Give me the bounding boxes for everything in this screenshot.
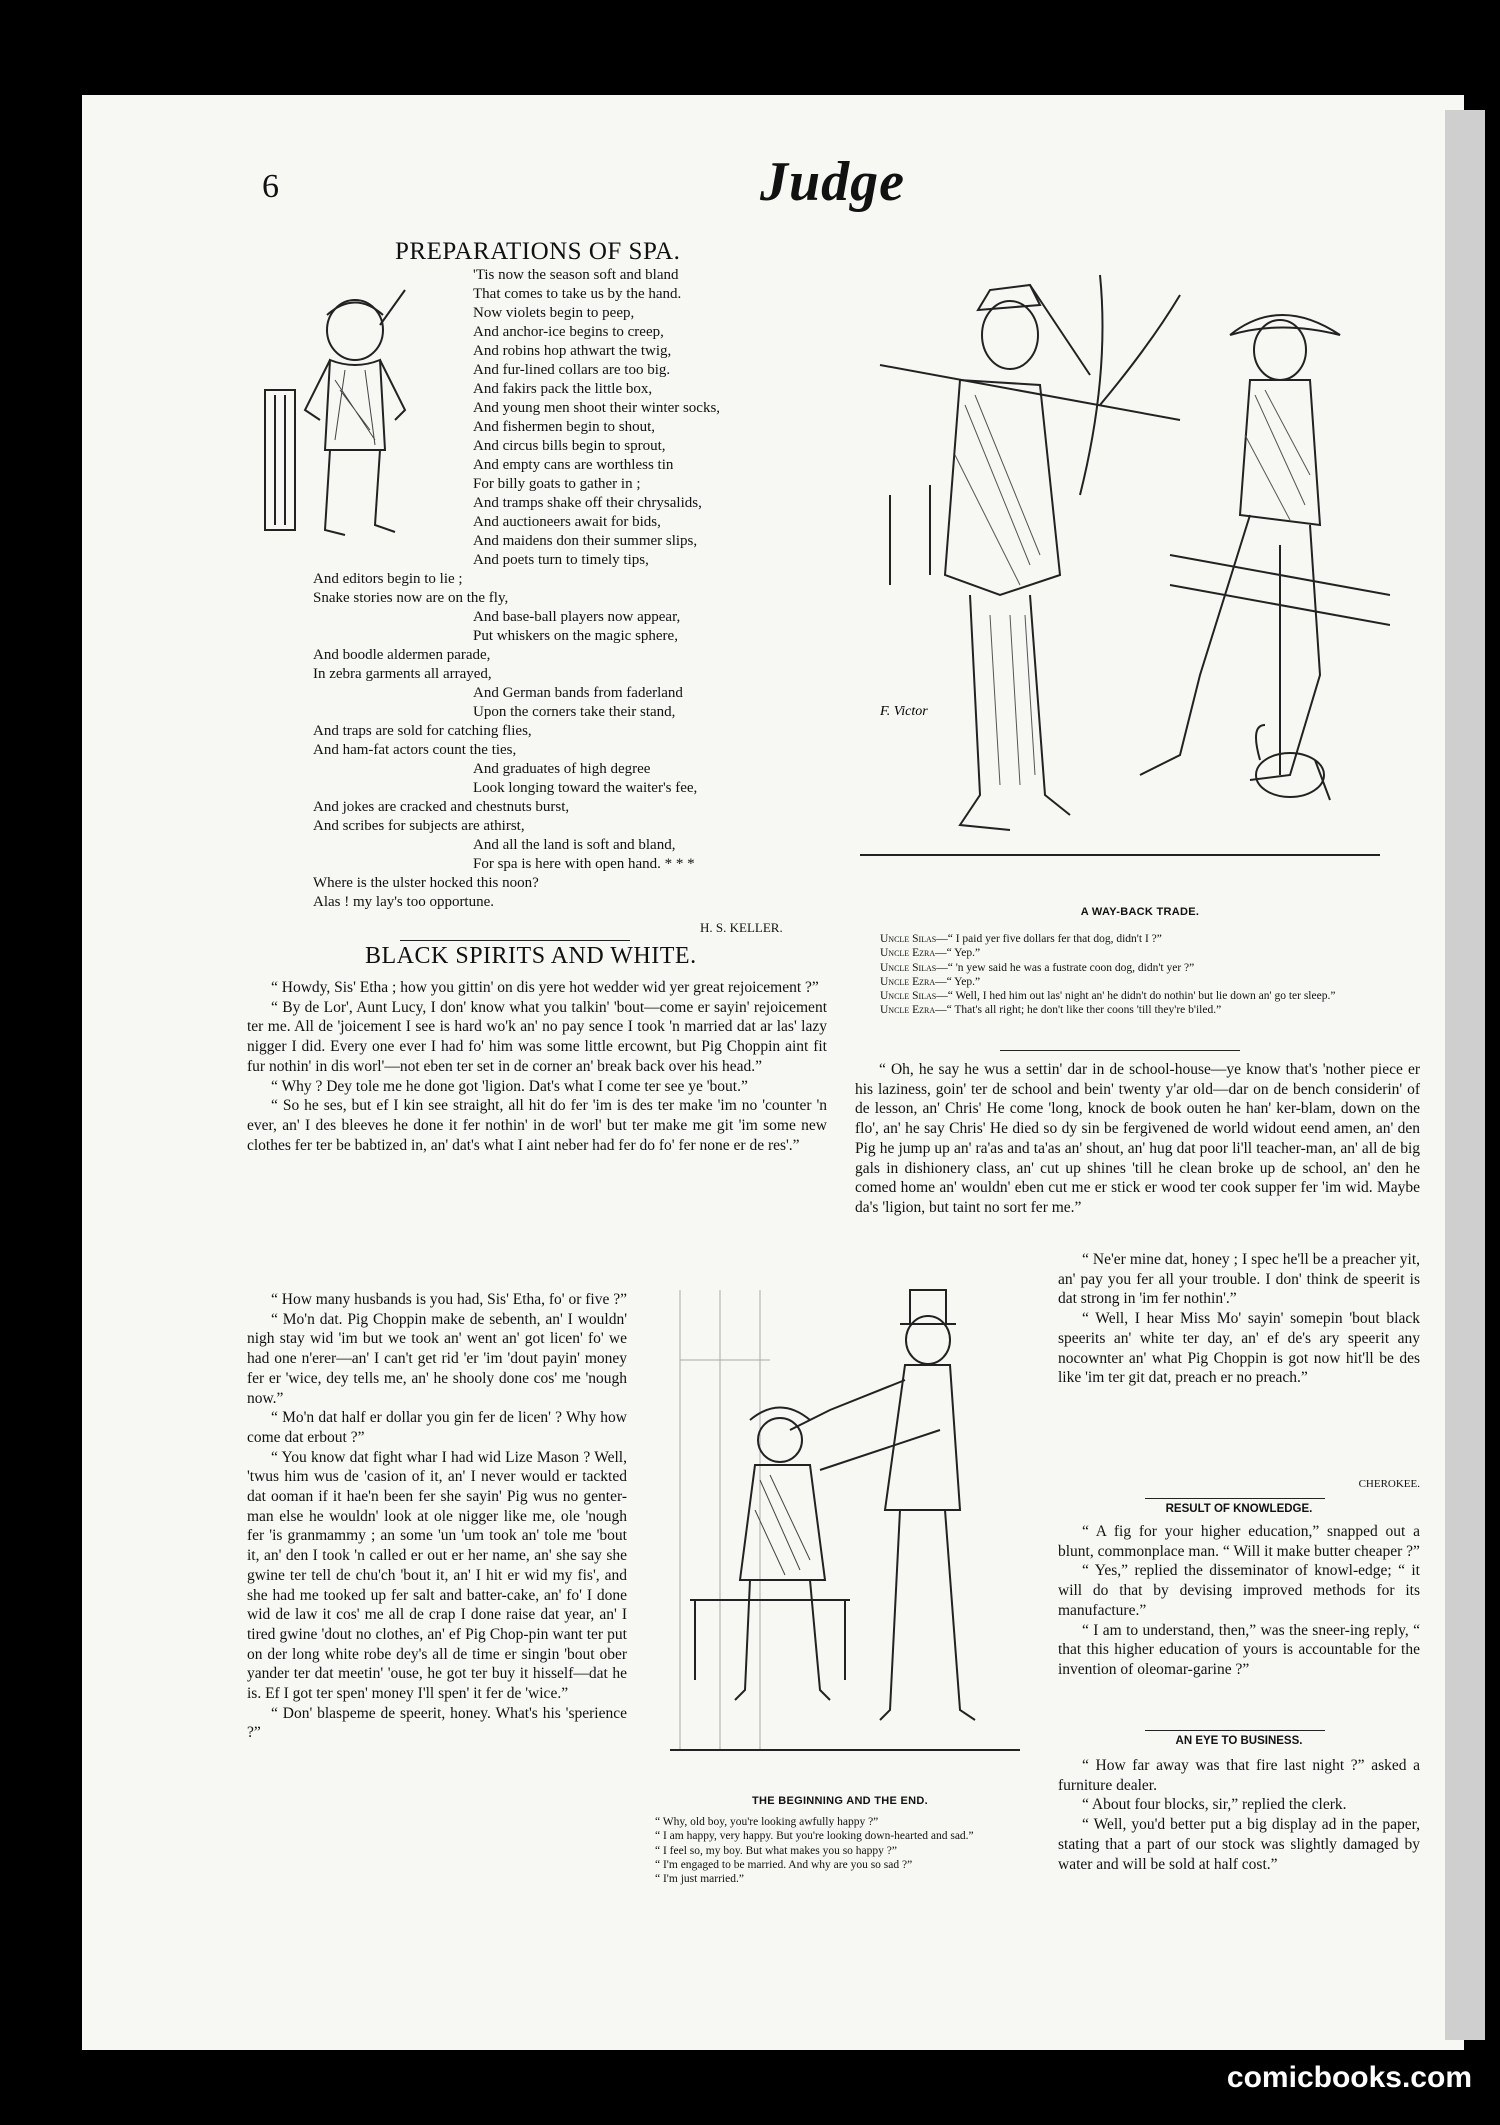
dialog-line: “ I feel so, my boy. But what makes you so happy ?”	[655, 1844, 897, 1857]
magazine-logo: Judge	[760, 151, 905, 213]
poem-line: Now violets begin to peep,	[473, 305, 635, 321]
tramp-illustration	[245, 270, 455, 560]
speaker: Uncle Ezra	[880, 1004, 936, 1017]
page-gutter	[1445, 110, 1485, 2040]
story-paragraph: “ Howdy, Sis' Etha ; how you gittin' on dis yere hot wedder wid yer great rejoicement ?”	[271, 979, 819, 996]
poem-line: And scribes for subjects are athirst,	[313, 818, 525, 834]
section-title: AN EYE TO BUSINESS.	[1175, 1735, 1303, 1747]
divider	[1145, 1498, 1325, 1499]
poem-line: And young men shoot their winter socks,	[473, 400, 721, 416]
poem-line: And boodle aldermen parade,	[313, 647, 491, 663]
way-back-trade-illustration	[850, 255, 1390, 895]
poem-line: Upon the corners take their stand,	[473, 704, 676, 720]
poem-line: Put whiskers on the magic sphere,	[473, 628, 678, 644]
dialog-line: Uncle Ezra—“ Yep.”	[880, 975, 981, 988]
story-paragraph: “ How many husbands is you had, Sis' Etha, fo' or five ?”	[271, 1291, 627, 1308]
poem-line: And tramps shake off their chrysalids,	[473, 495, 702, 511]
article-paragraph: “ How far away was that fire last night ?” asked a furniture dealer.	[1058, 1757, 1420, 1794]
divider	[1000, 1050, 1240, 1051]
speaker: Uncle Silas	[880, 933, 937, 945]
poem-line: In zebra garments all arrayed,	[313, 666, 492, 682]
dialog-line: Uncle Silas—“ 'n yew said he was a fustrate coon dog, didn't yer ?”	[880, 961, 1195, 974]
dialog-line: Uncle Ezra—“ Yep.”	[880, 947, 981, 960]
dialog-line: Uncle Silas—“ Well, I hed him out las' night an' he didn't do nothin' but lie down an' go ter sleep.”	[880, 990, 1336, 1003]
dialog-line: “ Why, old boy, you're looking awfully happy ?”	[655, 1816, 879, 1828]
story-paragraph: “ Oh, he say he wus a settin' dar in de school-house—ye know that's 'nother piece er his laziness, goin' ter de school and bein' twenty y'ar old—dar on de bench considerin' of de lesson, an' Chris' He come 'long, knock de book outen he han' ker-blam, down on the flo', an' he say Chris' He died so dy sin be fergivened de world widout eend amen, an' den Pig he jump up an' ra'as and ta'as an' shout, an' hug dat poor li'll teacher-man, an' all de big gals in dishionery class, an' cut up shines 'till he clean broke up de school, an' den he comed home an' wouldn' eben cut me er stick er wood ter cook supper fer 'im wid. Maybe da's 'ligion, but taint no sort fer me.”	[855, 1061, 1420, 1216]
poem-line: And circus bills begin to sprout,	[473, 438, 666, 454]
poem-line: And poets turn to timely tips,	[473, 552, 649, 568]
poem-line: For spa is here with open hand. * * *	[473, 856, 695, 872]
poem-author: H. S. KELLER.	[700, 920, 783, 935]
poem-line: And fakirs pack the little box,	[473, 381, 653, 397]
poem-line: And fur-lined collars are too big.	[473, 362, 671, 378]
cartoon-caption: THE BEGINNING AND THE END.	[751, 1795, 929, 1807]
business-body	[1058, 1756, 1420, 1874]
knowledge-body	[1058, 1522, 1420, 1680]
story-column-2-narrow	[1058, 1250, 1420, 1388]
cartoon-dialog	[655, 1815, 1055, 1886]
story-paragraph: “ Ne'er mine dat, honey ; I spec he'll be a preacher yit, an' pay you fer all your trouble. I don' think de speerit is dat strong in 'im fer nothin'.”	[1058, 1251, 1420, 1308]
poem-body	[313, 266, 823, 912]
story-paragraph: “ Mo'n dat half er dollar you gin fer de licen' ? Why how come dat erbout ?”	[247, 1409, 627, 1446]
poem-title: PREPARATIONS OF SPA.	[395, 238, 681, 265]
article-paragraph: “ Yes,” replied the disseminator of knowl-edge; “ it will do that by devising improved methods for its manufacture.”	[1058, 1562, 1420, 1619]
poem-line: And maidens don their summer slips,	[473, 533, 698, 549]
story-paragraph: “ Why ? Dey tole me he done got 'ligion. Dat's what I come ter see ye 'bout.”	[271, 1077, 748, 1095]
poem-line: And traps are sold for catching flies,	[313, 723, 532, 739]
speaker: Uncle Silas	[880, 961, 937, 974]
story-paragraph: “ By de Lor', Aunt Lucy, I don' know what you talkin' 'bout—come er sayin' rejoicement ter me. All de 'joicement I see is hard wo'k an' no pay sence I took 'n married dat ar las' lazy nigger I did. Every one ever I had fo' him was some little ercownt, but Pig Choppin aint fit fur nothin' in dis worl'—not eben ter set in de corner an' break back over his head.”	[247, 998, 827, 1075]
story-paragraph: “ You know dat fight whar I had wid Lize Mason ? Well, 'twus him wus de 'casion of it, an' I never would er tackted dat ooman if it hae'n been fer she sayin' Pig wus no genter-man else he wouldn' look at ole nigger like me, ole 'nough fer 'is granmammy ; an some 'un 'um took an' tole me 'bout it, an' den I took 'n called er out er her name, an' she say she gwine ter tell de chu'ch 'bout it, an' I hit er wid my fis', and she had me tooked up fer salt and batter-cake, an' fo' I done wid de law it cos' me all de crap I done raise dat year, an' I tired gwine 'dout no clothes, an' ef Pig Chop-pin want ter put on der long white robe dey's all de time er singin 'bout ober yander ter dat meetin' 'ouse, he got ter buy it hisself—dat he is. Ef I got ter spen' money I'll spen' it fer de 'wice.”	[247, 1448, 627, 1703]
poem-line: Look longing toward the waiter's fee,	[473, 780, 698, 796]
poem-line: And German bands from faderland	[473, 685, 683, 701]
dialog-line: “ I am happy, very happy. But you're looking down-hearted and sad.”	[655, 1830, 974, 1843]
article-paragraph: “ Well, you'd better put a big display ad in the paper, stating that a part of our stock was slightly damaged by water and will be sold at half cost.”	[1058, 1816, 1420, 1873]
divider	[400, 940, 630, 941]
cartoon-caption: A WAY-BACK TRADE.	[1080, 906, 1200, 918]
story-paragraph: “ Mo'n dat. Pig Choppin make de sebenth, an' I wouldn' nigh stay wid 'im but we took an' went an' got licen' fo' we had one n'erer—an' I can't get rid 'er 'im 'dout payin' money fer er 'wice, dey tells me, an' he shooly done cos' me 'nough now.”	[247, 1310, 627, 1407]
poem-line: And auctioneers await for bids,	[473, 514, 661, 530]
site-watermark: comicbooks.com	[1226, 2061, 1472, 2094]
section-title: RESULT OF KNOWLEDGE.	[1165, 1503, 1313, 1515]
poem-line: Alas ! my lay's too opportune.	[313, 894, 495, 910]
speaker: Uncle Ezra	[880, 975, 936, 988]
story-signature: CHEROKEE.	[1358, 1478, 1420, 1490]
cartoon-dialog	[880, 932, 1420, 1018]
dialog-line: “ I'm just married.”	[655, 1873, 744, 1886]
story-title: BLACK SPIRITS AND WHITE.	[365, 943, 697, 969]
poem-line: And graduates of high degree	[473, 761, 651, 777]
story-column-2	[855, 1060, 1420, 1218]
beginning-and-end-illustration	[660, 1280, 1030, 1780]
poem-line: And all the land is soft and bland,	[473, 837, 676, 853]
story-column-1-narrow	[247, 1290, 627, 1743]
poem-line: And empty cans are worthless tin	[473, 457, 674, 473]
story-paragraph: “ Don' blaspeme de speerit, honey. What's his 'sperience ?”	[247, 1704, 627, 1742]
poem-line: Where is the ulster hocked this noon?	[313, 875, 539, 891]
artist-signature: F. Victor	[880, 704, 928, 719]
dialog-line: Uncle Silas—“ I paid yer five dollars fer that dog, didn't I ?”	[880, 933, 1162, 945]
article-paragraph: “ I am to understand, then,” was the sneer-ing reply, “ that this higher education of yours is accountable for the invention of oleomar-garine ?”	[1058, 1621, 1420, 1678]
article-paragraph: “ About four blocks, sir,” replied the clerk.	[1082, 1796, 1347, 1814]
dialog-line: Uncle Ezra—“ That's all right; he don't like ther coons 'till they're b'iled.”	[880, 1004, 1222, 1017]
story-column-1	[247, 978, 827, 1155]
poem-line: And jokes are cracked and chestnuts burst,	[313, 799, 570, 815]
speaker: Uncle Ezra	[880, 947, 936, 960]
page-number: 6	[262, 168, 279, 205]
poem-line: And anchor-ice begins to creep,	[473, 324, 664, 340]
poem-line: And fishermen begin to shout,	[473, 419, 656, 435]
poem-line: Snake stories now are on the fly,	[313, 590, 509, 606]
dialog-line: “ I'm engaged to be married. And why are you so sad ?”	[655, 1858, 913, 1871]
poem-line: And robins hop athwart the twig,	[473, 343, 672, 359]
story-paragraph: “ Well, I hear Miss Mo' sayin' somepin 'bout black speerits an' white ter day, an' ef de's ary speerit any nocownter an' what Pig Choppin is got now hit'll be des like 'im ter git dat, preach er no preach.”	[1058, 1310, 1420, 1387]
poem-line: 'Tis now the season soft and bland	[473, 267, 679, 283]
speaker: Uncle Silas	[880, 990, 937, 1003]
poem-line: For billy goats to gather in ;	[473, 476, 641, 492]
poem-line: And base-ball players now appear,	[473, 609, 681, 625]
article-paragraph: “ A fig for your higher education,” snapped out a blunt, commonplace man. “ Will it make butter cheaper ?”	[1058, 1523, 1420, 1560]
poem-line: And editors begin to lie ;	[313, 571, 463, 587]
poem-line: And ham-fat actors count the ties,	[313, 742, 517, 758]
divider	[1145, 1730, 1325, 1731]
story-paragraph: “ So he ses, but ef I kin see straight, all hit do fer 'im is des ter make 'im no 'counter 'n ever, an' I des bleeves he done it fer nothin' in de worl' but ter make me git 'im some new clothes fer ter be babtized in, an' dat's what I aint neber had fer do fo' fer none er de res'.”	[247, 1097, 827, 1154]
poem-line: That comes to take us by the hand.	[473, 286, 682, 302]
